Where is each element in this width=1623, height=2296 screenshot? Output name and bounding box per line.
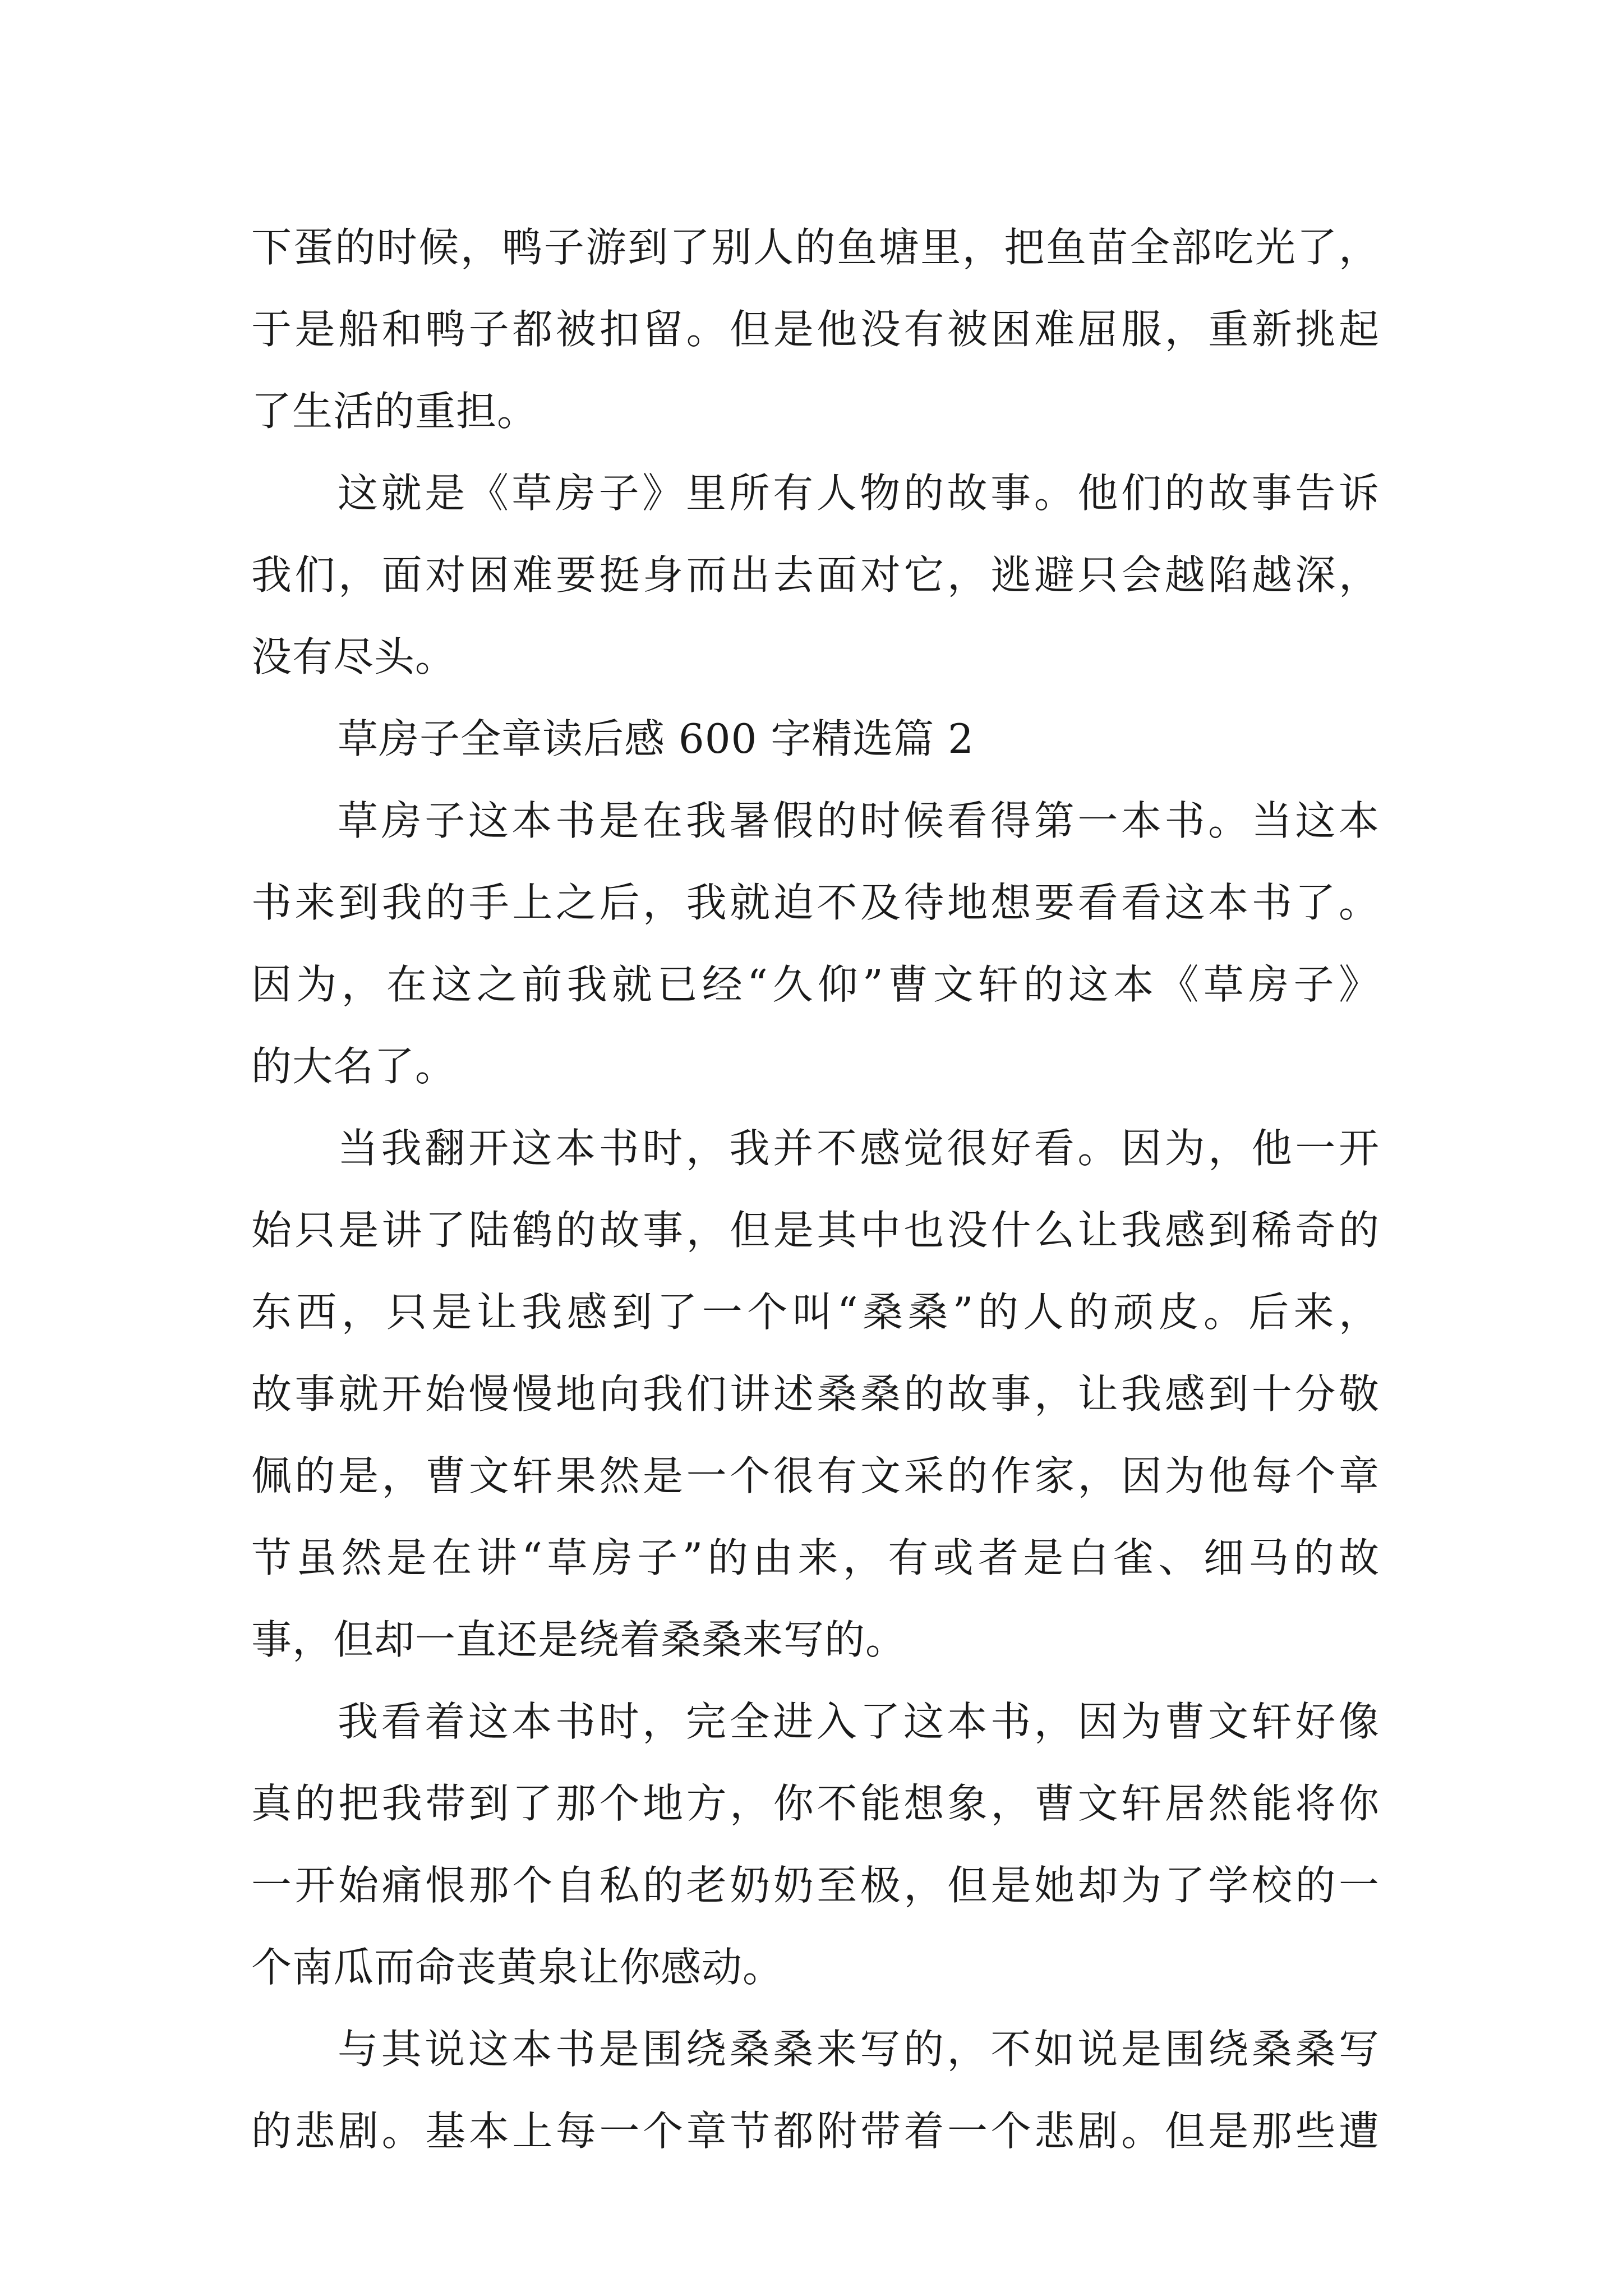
text-line: 东西，只是让我感到了一个叫“桑桑”的人的顽皮。后来，: [251, 1289, 1380, 1336]
text-line: 于是船和鸭子都被扣留。但是他没有被困难屈服，重新挑起: [251, 306, 1380, 353]
text-line: 故事就开始慢慢地向我们讲述桑桑的故事，让我感到十分敬: [251, 1370, 1380, 1418]
text-line: 草房子这本书是在我暑假的时候看得第一本书。当这本: [338, 797, 1380, 844]
text-line: 因为，在这之前我就已经“久仰”曹文轩的这本《草房子》: [251, 961, 1380, 1008]
paragraph-continuation: [251, 206, 1380, 452]
paragraph: [251, 1681, 1380, 2008]
heading-line: 草房子全章读后感 600 字精选篇 2: [338, 715, 974, 762]
paragraph: [251, 2008, 1380, 2172]
text-line: 我看着这本书时，完全进入了这本书，因为曹文轩好像: [338, 1698, 1380, 1745]
paragraph: [251, 1107, 1380, 1681]
text-line: 了生活的重担。: [251, 388, 538, 435]
text-line: 佩的是，曹文轩果然是一个很有文采的作家，因为他每个章: [251, 1452, 1380, 1499]
text-line: 下蛋的时候，鸭子游到了别人的鱼塘里，把鱼苗全部吃光了，: [251, 224, 1380, 271]
paragraph: [251, 780, 1380, 1107]
section-heading: [251, 698, 1380, 780]
text-line: 这就是《草房子》里所有人物的故事。他们的故事告诉: [338, 470, 1380, 517]
text-line: 节虽然是在讲“草房子”的由来，有或者是白雀、细马的故: [251, 1534, 1380, 1581]
text-line: 事，但却一直还是绕着桑桑来写的。: [251, 1616, 907, 1663]
text-line: 当我翻开这本书时，我并不感觉很好看。因为，他一开: [338, 1125, 1380, 1172]
text-line: 书来到我的手上之后，我就迫不及待地想要看看这本书了。: [251, 879, 1380, 926]
text-line: 与其说这本书是围绕桑桑来写的，不如说是围绕桑桑写: [338, 2026, 1380, 2073]
text-line: 没有尽头。: [251, 633, 457, 680]
text-line: 始只是讲了陆鹤的故事，但是其中也没什么让我感到稀奇的: [251, 1207, 1380, 1254]
text-line: 个南瓜而命丧黄泉让你感动。: [251, 1944, 784, 1991]
paragraph: [251, 452, 1380, 698]
text-line: 的悲剧。基本上每一个章节都附带着一个悲剧。但是那些遭: [251, 2108, 1380, 2155]
text-line: 的大名了。: [251, 1043, 457, 1090]
text-column: [251, 206, 1380, 2172]
text-line: 我们，面对困难要挺身而出去面对它，逃避只会越陷越深，: [251, 551, 1380, 599]
text-line: 一开始痛恨那个自私的老奶奶至极，但是她却为了学校的一: [251, 1862, 1380, 1909]
text-line: 真的把我带到了那个地方，你不能想象，曹文轩居然能将你: [251, 1780, 1380, 1827]
